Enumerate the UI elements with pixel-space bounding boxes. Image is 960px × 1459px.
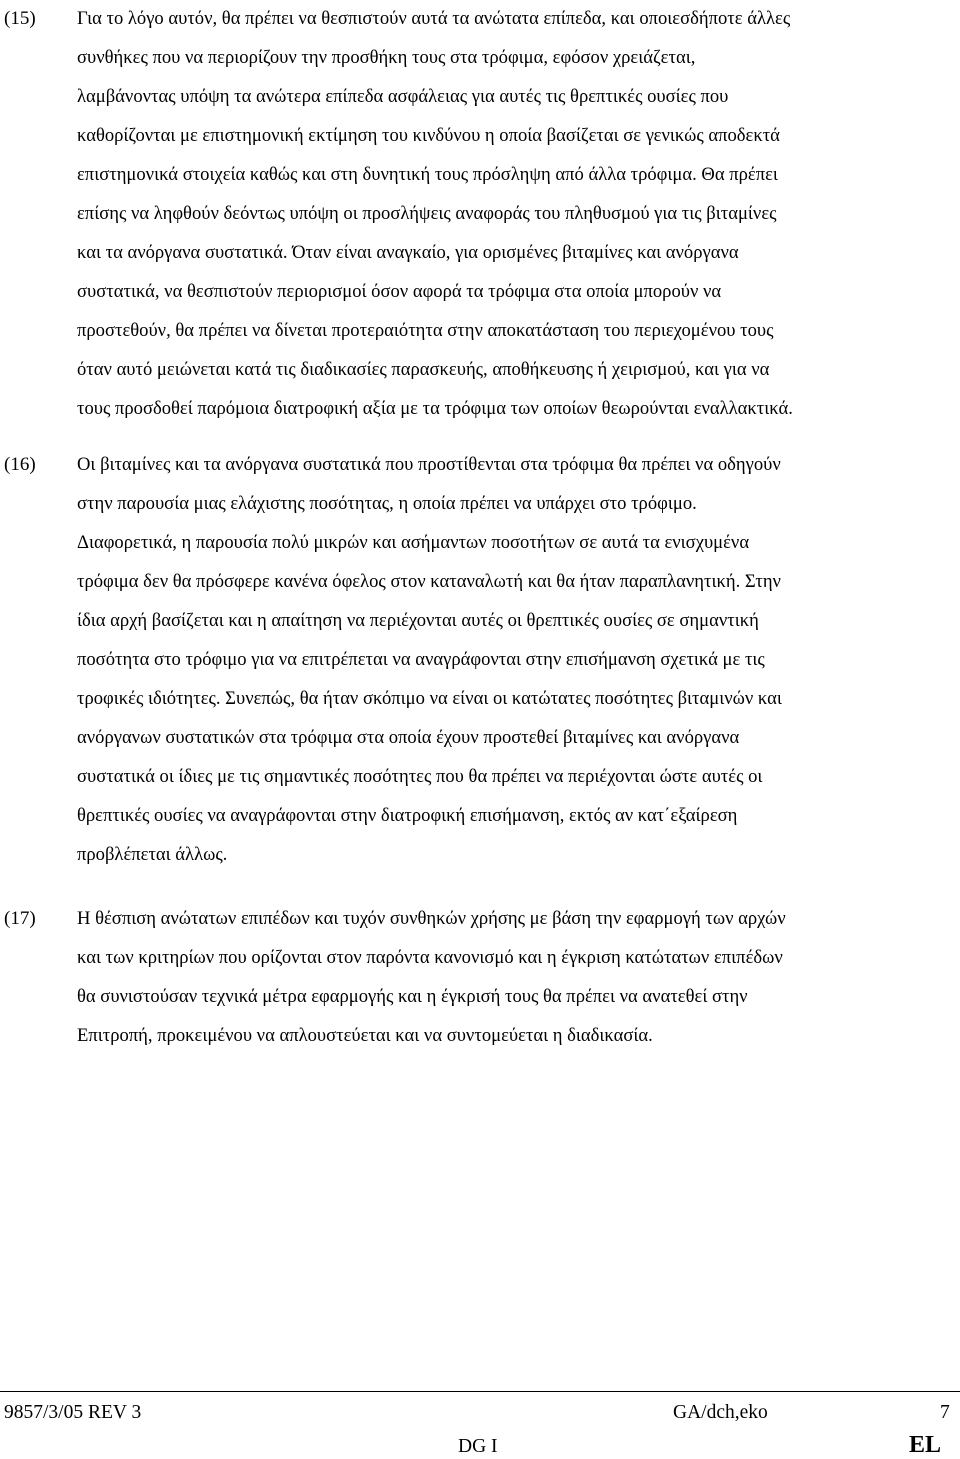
paragraph-line: θα συνιστούσαν τεχνικά μέτρα εφαρμογής και η έγκρισή τους θα πρέπει να ανατεθεί στην [77, 986, 748, 1007]
paragraph-line: Επιτροπή, προκειμένου να απλουστεύεται και να συντομεύεται η διαδικασία. [77, 1025, 653, 1046]
paragraph-line: λαμβάνοντας υπόψη τα ανώτερα επίπεδα ασφάλειας για αυτές τις θρεπτικές ουσίες που [77, 86, 729, 107]
paragraph-number: (15) [4, 8, 36, 29]
paragraph-line: ανόργανων συστατικών στα τρόφιμα στα οποία έχουν προστεθεί βιταμίνες και ανόργανα [77, 727, 740, 748]
paragraph-line: Οι βιταμίνες και τα ανόργανα συστατικά που προστίθενται στα τρόφιμα θα πρέπει να οδηγούν [77, 454, 781, 475]
paragraph-line: τροφικές ιδιότητες. Συνεπώς, θα ήταν σκόπιμο να είναι οι κατώτατες ποσότητες βιταμινών και [77, 688, 782, 709]
footer-page-number: 7 [940, 1402, 950, 1423]
footer-divider [0, 1391, 960, 1392]
paragraph-line: προστεθούν, θα πρέπει να δίνεται προτεραιότητα στην αποκατάσταση του περιεχομένου τους [77, 320, 774, 341]
paragraph-line: ίδια αρχή βασίζεται και η απαίτηση να περιέχονται αυτές οι θρεπτικές ουσίες σε σημαντική [77, 610, 759, 631]
footer-reference: GA/dch,eko [673, 1402, 768, 1423]
paragraph-number: (16) [4, 454, 36, 475]
paragraph-line: τρόφιμα δεν θα πρόσφερε κανένα όφελος στον καταναλωτή και θα ήταν παραπλανητική. Στην [77, 571, 781, 592]
paragraph-line: συνθήκες που να περιορίζουν την προσθήκη τους στα τρόφιμα, εφόσον χρειάζεται, [77, 47, 696, 68]
paragraph-line: τους προσδοθεί παρόμοια διατροφική αξία με τα τρόφιμα των οποίων θεωρούνται εναλλακτικά. [77, 398, 793, 419]
paragraph-line: Διαφορετικά, η παρουσία πολύ μικρών και ασήμαντων ποσοτήτων σε αυτά τα ενισχυμένα [77, 532, 750, 553]
paragraph-line: συστατικά, να θεσπιστούν περιορισμοί όσον αφορά τα τρόφιμα στα οποία μπορούν να [77, 281, 722, 302]
paragraph-line: όταν αυτό μειώνεται κατά τις διαδικασίες παρασκευής, αποθήκευσης ή χειρισμού, και για να [77, 359, 770, 380]
paragraph-line: και των κριτηρίων που ορίζονται στον παρόντα κανονισμό και η έγκριση κατώτατων επιπέδων [77, 947, 783, 968]
footer-document-code: 9857/3/05 REV 3 [4, 1402, 142, 1423]
paragraph-line: και τα ανόργανα συστατικά. Όταν είναι αναγκαίο, για ορισμένες βιταμίνες και ανόργανα [77, 242, 739, 263]
paragraph-line: Για το λόγο αυτόν, θα πρέπει να θεσπιστούν αυτά τα ανώτατα επίπεδα, και οποιεσδήποτε άλλες [77, 8, 791, 29]
paragraph-line: καθορίζονται με επιστημονική εκτίμηση του κινδύνου η οποία βασίζεται σε γενικώς αποδεκτά [77, 125, 780, 146]
paragraph-line: ποσότητα στο τρόφιμο για να επιτρέπεται να αναγράφονται στην επισήμανση σχετικά με τις [77, 649, 765, 670]
footer-language-code: EL [909, 1432, 942, 1458]
paragraph-line: επιστημονικά στοιχεία καθώς και στη δυνητική τους πρόσληψη από άλλα τρόφιμα. Θα πρέπει [77, 164, 778, 185]
footer-directorate: DG I [458, 1436, 498, 1457]
paragraph-line: επίσης να ληφθούν δεόντως υπόψη οι προσλήψεις αναφοράς του πληθυσμού για τις βιταμίνες [77, 203, 777, 224]
paragraph-number: (17) [4, 908, 36, 929]
paragraph-line: θρεπτικές ουσίες να αναγράφονται στην διατροφική επισήμανση, εκτός αν κατ΄εξαίρεση [77, 805, 738, 826]
paragraph-line: συστατικά οι ίδιες με τις σημαντικές ποσότητες που θα πρέπει να περιέχονται ώστε αυτές οι [77, 766, 763, 787]
paragraph-line: Η θέσπιση ανώτατων επιπέδων και τυχόν συνθηκών χρήσης με βάση την εφαρμογή των αρχών [77, 908, 786, 929]
paragraph-line: στην παρουσία μιας ελάχιστης ποσότητας, η οποία πρέπει να υπάρχει στο τρόφιμο. [77, 493, 697, 514]
paragraph-line: προβλέπεται άλλως. [77, 844, 228, 865]
